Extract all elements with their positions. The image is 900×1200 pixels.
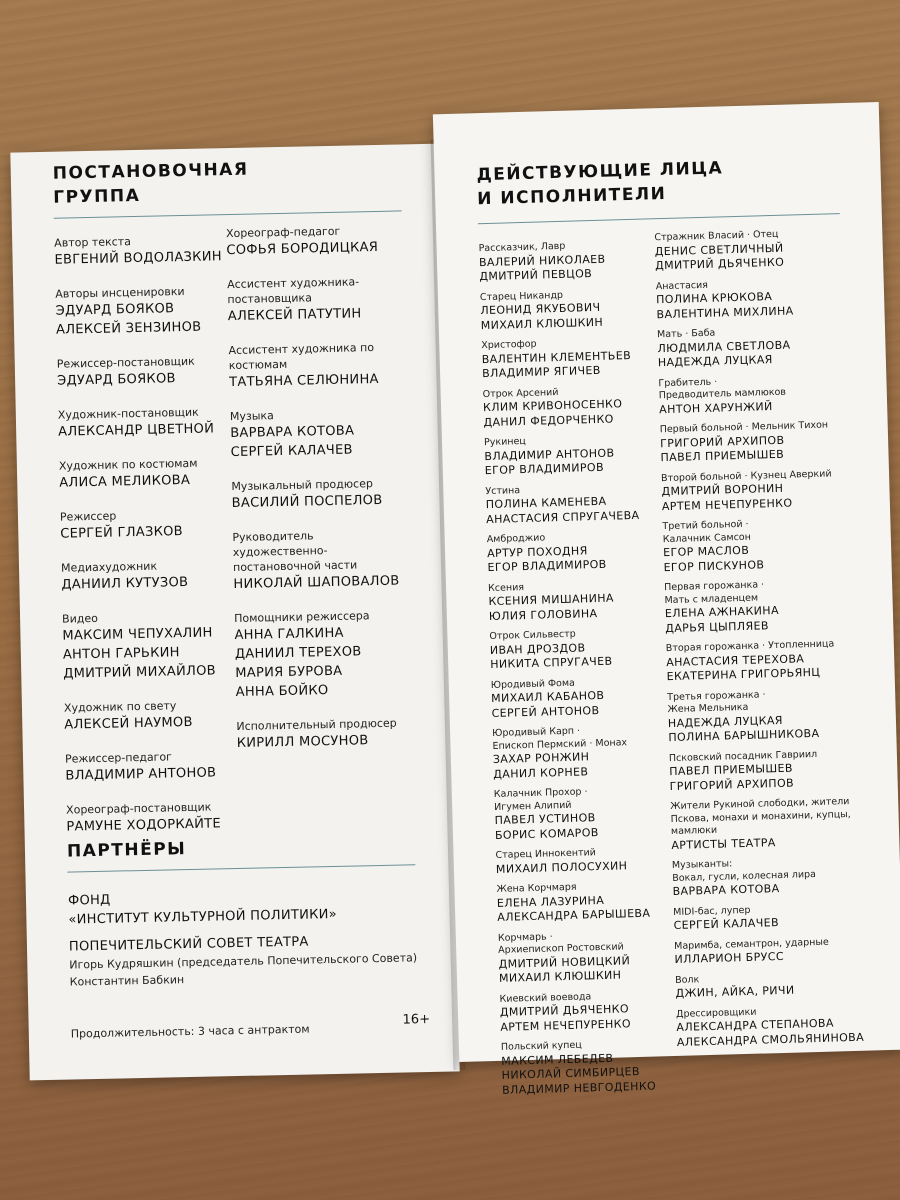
credit-name: ЭДУАРД БОЯКОВ bbox=[55, 301, 175, 319]
credit-name: ЕГОР ВЛАДИМИРОВ bbox=[484, 460, 605, 478]
credit-name: ЕГОР ВЛАДИМИРОВ bbox=[487, 557, 607, 575]
cast-title-rule bbox=[478, 213, 840, 224]
cast-column-2 bbox=[654, 226, 887, 1057]
credit-role: Христофор bbox=[481, 338, 537, 352]
credit-name: ВАЛЕНТИН КЛЕМЕНТЬЕВ bbox=[481, 348, 632, 366]
credit-role: Старец Иннокентий bbox=[495, 847, 597, 861]
credit-role: Волк bbox=[674, 973, 700, 986]
credit-name: ЭДУАРД БОЯКОВ bbox=[56, 371, 176, 389]
credit-name: ДЖИН, АЙКА, РИЧИ bbox=[675, 983, 795, 1000]
credit-entry bbox=[488, 578, 669, 625]
credit-name: АНТОН ГАРЬКИН bbox=[62, 645, 180, 663]
credit-entry bbox=[669, 747, 880, 794]
credit-entry bbox=[489, 626, 670, 673]
left-page bbox=[10, 144, 459, 1081]
credit-role: Дрессировщики bbox=[675, 1006, 757, 1020]
credit-name: ДМИТРИЙ МИХАЙЛОВ bbox=[63, 663, 217, 682]
credit-role: Видео bbox=[61, 611, 99, 626]
credit-role: Устина bbox=[485, 484, 521, 497]
credit-name: ТАТЬЯНА СЕЛЮНИНА bbox=[229, 371, 379, 391]
credit-name: ВЛАДИМИР НЕВГОДЕНКО bbox=[501, 1079, 657, 1097]
credit-role: Первая горожанка · Мать с младенцем bbox=[664, 579, 765, 606]
credit-name: МАКСИМ ЛЕБЕДЕВ bbox=[501, 1051, 614, 1068]
credit-name: ЕКАТЕРИНА ГРИГОРЬЯНЦ bbox=[666, 665, 821, 684]
credit-name: КСЕНИЯ МИШАНИНА bbox=[488, 591, 614, 609]
credit-role: Киевский воевода bbox=[499, 990, 592, 1005]
partner-line: ПОПЕЧИТЕЛЬСКИЙ СОВЕТ ТЕАТРА bbox=[68, 934, 309, 955]
credit-name: АННА БОЙКО bbox=[235, 683, 329, 701]
credit-name: АРТУР ПОХОДНЯ bbox=[486, 543, 588, 560]
credit-role: Музыкальный продюсер bbox=[231, 477, 374, 494]
credit-entry bbox=[670, 795, 881, 853]
credit-role: Третий больной · Калачник Самсон bbox=[662, 518, 752, 545]
credit-name: ЛЮДМИЛА СВЕТЛОВА bbox=[657, 338, 791, 355]
partners-title: ПАРТНЁРЫ bbox=[66, 839, 187, 862]
credit-entry bbox=[54, 232, 230, 270]
credit-name: АРТЕМ НЕЧЕПУРЕНКО bbox=[661, 496, 793, 513]
production-column-1 bbox=[54, 232, 242, 854]
credit-name: АЛИСА МЕЛИКОВА bbox=[59, 472, 191, 491]
credit-role: Жена Корчмаря bbox=[496, 881, 577, 895]
partners-title-rule bbox=[67, 864, 415, 872]
credit-name: ДАНИЛ ФЕДОРЧЕНКО bbox=[483, 411, 614, 429]
credit-entry bbox=[666, 637, 877, 684]
credit-name: КЛИМ КРИВОНОСЕНКО bbox=[482, 397, 623, 415]
credit-role: Рукинец bbox=[483, 435, 526, 449]
credit-name: СОФЬЯ БОРОДИЦКАЯ bbox=[226, 239, 379, 259]
credit-role: Третья горожанка · Жена Мельника bbox=[667, 688, 766, 716]
credit-role: Режиссер-постановщик bbox=[56, 354, 195, 371]
credit-name: НАДЕЖДА ЛУЦКАЯ bbox=[657, 353, 773, 370]
credit-name: ВАЛЕНТИНА МИХЛИНА bbox=[656, 303, 794, 321]
credit-name: АНАСТАСИЯ СПРУГАЧЕВА bbox=[485, 508, 640, 526]
credit-name: ЕЛЕНА АЖНАКИНА bbox=[664, 603, 780, 621]
credit-name: ГРИГОРИЙ АРХИПОВ bbox=[669, 776, 795, 793]
credit-name: НАДЕЖДА ЛУЦКАЯ bbox=[667, 713, 783, 730]
credit-role: MIDI-бас, лупер bbox=[673, 904, 751, 918]
credit-entry bbox=[496, 879, 677, 926]
credit-role: Амброджио bbox=[486, 532, 546, 546]
credit-role: Жители Рукиной слободки, жители Пскова, монахи и монахини, купцы, мамлюки bbox=[670, 796, 851, 838]
credit-entry bbox=[236, 715, 427, 753]
credit-name: ПАВЕЛ ПРИЕМЫШЕВ bbox=[669, 761, 794, 779]
credit-role: Псковский посадник Гавриил bbox=[668, 748, 818, 764]
credit-name: СЕРГЕЙ АНТОНОВ bbox=[491, 703, 600, 720]
credit-name: ИЛЛАРИОН БРУСС bbox=[674, 949, 785, 966]
credit-name: ДМИТРИЙ ДЬЯЧЕНКО bbox=[654, 255, 785, 273]
credit-role: Хореограф-постановщик bbox=[65, 800, 212, 817]
credit-name: СЕРГЕЙ КАЛАЧЕВ bbox=[230, 442, 353, 461]
credit-name: АНТОН ХАРУНЖИЙ bbox=[658, 399, 773, 416]
credit-role: Художник по свету bbox=[63, 699, 177, 715]
credit-name: ДМИТРИЙ ДЬЯЧЕНКО bbox=[499, 1002, 630, 1019]
credit-role: Второй больной · Кузнец Аверкий bbox=[660, 467, 832, 484]
credit-name: ПАВЕЛ УСТИНОВ bbox=[494, 811, 596, 827]
credit-name: ДАНИЛ КОРНЕВ bbox=[493, 764, 589, 781]
credit-entry bbox=[491, 674, 672, 721]
credit-entry bbox=[667, 686, 878, 746]
credit-entry bbox=[487, 529, 668, 576]
credit-entry bbox=[62, 608, 238, 684]
production-title-line2: ГРУППА bbox=[53, 185, 141, 208]
credit-entry bbox=[664, 576, 875, 636]
credit-name: ЕГОР МАСЛОВ bbox=[662, 543, 750, 560]
credit-entry bbox=[494, 784, 675, 843]
credit-name: ВАСИЛИЙ ПОСПЕЛОВ bbox=[231, 492, 383, 512]
credit-entry bbox=[485, 481, 666, 528]
credit-entry bbox=[660, 418, 871, 465]
credit-name: ЕВГЕНИЙ ВОДОЛАЗКИН bbox=[54, 249, 223, 268]
credit-name: ВАРВАРА КОТОВА bbox=[230, 423, 355, 442]
credit-name: АЛЕКСАНДР ЦВЕТНОЙ bbox=[58, 421, 215, 440]
credit-name: РАМУНЕ ХОДОРКАЙТЕ bbox=[66, 816, 222, 835]
production-column-2 bbox=[226, 222, 427, 770]
credit-name: ВЛАДИМИР АНТОНОВ bbox=[484, 445, 615, 463]
credit-role: Корчмарь · Архиепископ Ростовский bbox=[497, 930, 624, 956]
right-page bbox=[433, 102, 900, 1097]
credit-entry bbox=[672, 854, 883, 899]
credit-entry bbox=[654, 226, 865, 273]
credit-role: Мать · Баба bbox=[656, 327, 716, 341]
credit-role: Юродивый Фома bbox=[490, 677, 576, 691]
credit-name: ВАЛЕРИЙ НИКОЛАЕВ bbox=[478, 252, 606, 269]
credit-role: Помощники режиссера bbox=[234, 609, 370, 626]
credit-entry bbox=[495, 845, 676, 877]
credit-entry bbox=[481, 335, 662, 382]
credit-entry bbox=[480, 287, 661, 334]
credit-name: МИХАИЛ КЛЮШКИН bbox=[498, 968, 622, 985]
credit-name: АЛЕКСАНДРА БАРЫШЕВА bbox=[497, 906, 651, 924]
credit-name: АЛЕКСАНДРА СТЕПАНОВА bbox=[676, 1016, 834, 1034]
credit-name: ДАРЬЯ ЦЫПЛЯЕВ bbox=[665, 618, 770, 635]
credit-name: ПОЛИНА КАМЕНЕВА bbox=[485, 494, 607, 512]
credit-entry bbox=[59, 455, 235, 493]
credit-role: Автор текста bbox=[54, 235, 131, 250]
credit-name: ЕГОР ПИСКУНОВ bbox=[663, 557, 765, 574]
credit-name: ВЛАДИМИР АНТОНОВ bbox=[65, 765, 217, 784]
credit-entry bbox=[658, 372, 869, 417]
credit-name: ГРИГОРИЙ АРХИПОВ bbox=[659, 433, 785, 450]
credit-entry bbox=[58, 404, 234, 442]
credit-entry bbox=[231, 475, 422, 513]
credit-entry bbox=[492, 723, 673, 782]
credit-role: Маримба, семантрон, ударные bbox=[674, 936, 829, 952]
credit-role: Рассказчик, Лавр bbox=[478, 240, 566, 255]
credit-entry bbox=[662, 515, 873, 575]
partner-person: Игорь Кудряшкин (председатель Попечительского Совета) bbox=[69, 951, 418, 972]
credit-entry bbox=[232, 526, 423, 594]
credit-role: Вторая горожанка · Утопленница bbox=[665, 638, 835, 655]
credit-entry bbox=[656, 275, 867, 322]
credit-name: СЕРГЕЙ КАЛАЧЕВ bbox=[673, 916, 780, 933]
credit-role: Руководитель художественно- постановочной части bbox=[232, 529, 358, 575]
credit-name: АРТЕМ НЕЧЕПУРЕНКО bbox=[500, 1016, 632, 1034]
credit-name: НИКИТА СПРУГАЧЕВ bbox=[490, 654, 613, 672]
credit-role: Авторы инсценировки bbox=[55, 284, 185, 301]
partners-block bbox=[68, 884, 430, 991]
partner-line: «ИНСТИТУТ КУЛЬТУРНОЙ ПОЛИТИКИ» bbox=[68, 906, 338, 928]
credit-entry bbox=[674, 935, 885, 968]
credit-name: ДАНИИЛ ТЕРЕХОВ bbox=[234, 644, 362, 663]
credit-entry bbox=[657, 323, 868, 370]
credit-entry bbox=[499, 988, 680, 1035]
credit-entry bbox=[676, 1003, 887, 1050]
credit-role: Режиссер bbox=[59, 509, 117, 524]
credit-name: ДЕНИС СВЕТЛИЧНЫЙ bbox=[654, 241, 784, 258]
credit-name: МАКСИМ ЧЕПУХАЛИН bbox=[62, 625, 213, 644]
credit-name: ПОЛИНА КРЮКОВА bbox=[655, 290, 773, 307]
credit-name: АЛЕКСАНДРА СМОЛЬЯНИНОВА bbox=[676, 1030, 865, 1049]
credit-role: Первый больной · Мельник Тихон bbox=[659, 419, 829, 436]
credit-entry bbox=[478, 238, 659, 285]
credit-entry bbox=[60, 506, 236, 544]
credit-entry bbox=[61, 557, 237, 595]
credit-name: АНАСТАСИЯ ТЕРЕХОВА bbox=[666, 651, 805, 669]
credit-name: МИХАИЛ ПОЛОСУХИН bbox=[495, 858, 628, 876]
production-title-rule bbox=[54, 210, 402, 218]
credit-entry bbox=[64, 697, 240, 735]
credit-entry bbox=[501, 1037, 682, 1098]
credit-role: Медиахудожник bbox=[60, 559, 158, 575]
credit-entry bbox=[227, 273, 418, 326]
credit-role: Художник-постановщик bbox=[57, 405, 199, 422]
credit-role: Грабитель · Предводитель мамлюков bbox=[658, 376, 787, 402]
credit-name: ПОЛИНА БАРЫШНИКОВА bbox=[668, 726, 820, 745]
credit-role: Музыка bbox=[229, 409, 274, 424]
credit-name: ИВАН ДРОЗДОВ bbox=[489, 640, 586, 657]
credit-role: Юродивый Карп · Епископ Пермский · Монах bbox=[492, 725, 628, 752]
credit-name: АЛЕКСЕЙ НАУМОВ bbox=[64, 714, 193, 733]
credit-entry bbox=[484, 432, 665, 479]
credit-role: Исполнительный продюсер bbox=[236, 716, 397, 733]
credit-name: ЕЛЕНА ЛАЗУРИНА bbox=[496, 893, 605, 910]
cast-column-1 bbox=[478, 238, 682, 1105]
credit-role: Художник по костюмам bbox=[58, 456, 198, 473]
credit-name: ПАВЕЛ ПРИЕМЫШЕВ bbox=[660, 447, 785, 465]
credit-name: БОРИС КОМАРОВ bbox=[494, 825, 599, 842]
credit-role: Ассистент художника- постановщика bbox=[227, 275, 360, 307]
credit-role: Отрок Сильвестр bbox=[489, 628, 576, 643]
credit-entry bbox=[230, 405, 421, 462]
credit-name: МАРИЯ БУРОВА bbox=[235, 663, 343, 682]
credit-entry bbox=[234, 607, 426, 702]
credit-name: КИРИЛЛ МОСУНОВ bbox=[236, 733, 369, 751]
credit-entry bbox=[228, 339, 419, 392]
credit-name: НИКОЛАЙ СИМБИРЦЕВ bbox=[501, 1065, 640, 1082]
duration-text: Продолжительность: 3 часа с антрактом bbox=[70, 1022, 310, 1041]
credit-role: Режиссер-педагог bbox=[64, 750, 173, 766]
credit-entry bbox=[498, 927, 679, 986]
partner-person: Константин Бабкин bbox=[69, 973, 185, 989]
credit-name: ЗАХАР РОНЖИН bbox=[492, 750, 590, 766]
credit-role: Анастасия bbox=[655, 279, 709, 292]
credit-entry bbox=[57, 353, 233, 391]
credit-entry bbox=[65, 748, 241, 786]
credit-entry bbox=[66, 799, 242, 837]
cast-title bbox=[476, 156, 724, 211]
age-rating: 16+ bbox=[402, 1012, 431, 1028]
credit-entry bbox=[661, 467, 872, 514]
credit-name: АЛЕКСЕЙ ЗЕНЗИНОВ bbox=[55, 319, 202, 338]
credit-role: Польский купец bbox=[500, 1039, 582, 1053]
credit-entry bbox=[226, 222, 417, 260]
partner-line: ФОНД bbox=[67, 892, 111, 909]
cast-title-line1: ДЕЙСТВУЮЩИЕ ЛИЦА bbox=[476, 158, 724, 186]
credit-name: АННА ГАЛКИНА bbox=[234, 625, 344, 644]
credit-entry bbox=[55, 283, 231, 340]
credit-name: АЛЕКСЕЙ ПАТУТИН bbox=[227, 306, 362, 325]
credit-name: ВЛАДИМИР ЯГИЧЕВ bbox=[481, 363, 601, 381]
credit-name: ЮЛИЯ ГОЛОВИНА bbox=[488, 606, 598, 623]
credit-role: Стражник Власий · Отец bbox=[654, 228, 779, 244]
credit-name: ВАРВАРА КОТОВА bbox=[672, 882, 780, 899]
credit-role: Хореограф-педагог bbox=[225, 224, 341, 241]
production-team-title bbox=[53, 158, 250, 210]
credit-role: Ассистент художника по костюмам bbox=[228, 341, 375, 373]
credit-name: МИХАИЛ КАБАНОВ bbox=[491, 688, 605, 706]
production-title-line1: ПОСТАНОВОЧНАЯ bbox=[52, 159, 249, 184]
credit-entry bbox=[675, 969, 886, 1002]
credit-role: Ксения bbox=[487, 581, 525, 594]
cast-title-line2: И ИСПОЛНИТЕЛИ bbox=[476, 183, 667, 210]
credit-role: Отрок Арсений bbox=[482, 386, 559, 400]
credit-name: ЛЕОНИД ЯКУБОВИЧ bbox=[480, 300, 601, 318]
credit-entry bbox=[483, 384, 664, 431]
credit-name: ДАНИИЛ КУТУЗОВ bbox=[61, 574, 189, 593]
credit-name: ДМИТРИЙ ПЕВЦОВ bbox=[479, 267, 593, 284]
credit-role: Калачник Прохор · Игумен Алипий bbox=[493, 786, 588, 813]
credit-name: МИХАИЛ КЛЮШКИН bbox=[480, 315, 604, 332]
credit-name: НИКОЛАЙ ШАПОВАЛОВ bbox=[233, 573, 400, 593]
credit-role: Музыканты: Вокал, гусли, колесная лира bbox=[671, 858, 817, 884]
credit-name: ДМИТРИЙ НОВИЦКИЙ bbox=[498, 953, 631, 971]
credit-name: АРТИСТЫ ТЕАТРА bbox=[671, 835, 776, 852]
credit-name: СЕРГЕЙ ГЛАЗКОВ bbox=[60, 524, 184, 542]
credit-entry bbox=[673, 901, 884, 934]
credit-name: ДМИТРИЙ ВОРОНИН bbox=[661, 481, 784, 499]
credit-role: Старец Никандр bbox=[479, 289, 564, 303]
